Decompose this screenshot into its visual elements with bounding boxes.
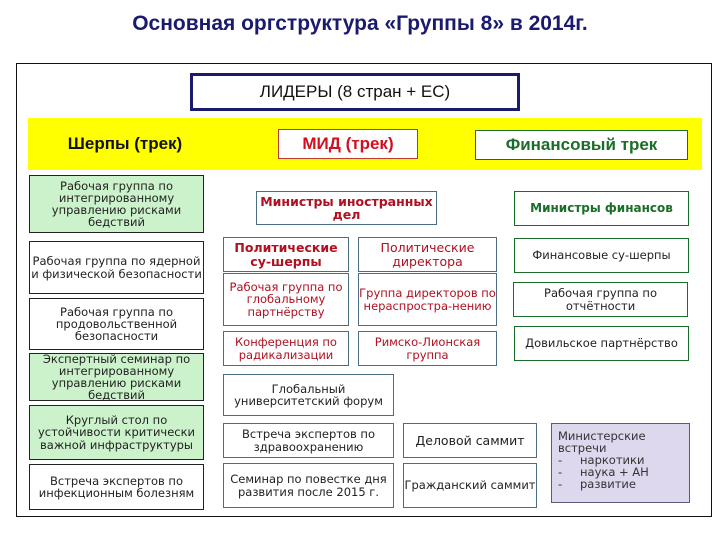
track-finance: Финансовый трек xyxy=(475,130,688,160)
mid-roma-lyon-group: Римско-Лионская группа xyxy=(358,331,497,366)
mid-political-directors: Политические директора xyxy=(358,237,497,272)
post2015-seminar: Семинар по повестке дня развития после 2015 г. xyxy=(223,463,394,508)
ministerial-heading: Министерские встречи xyxy=(558,429,646,456)
page-title: Основная оргструктура «Группы 8» в 2014г. xyxy=(132,12,588,35)
mid-global-partnership-wg: Рабочая группа по глобальному партнёрству xyxy=(223,273,349,326)
sherpa-item: Экспертный семинар по интегрированному управлению рисками бедствий xyxy=(29,353,204,401)
ministerial-item: - наука + АН xyxy=(558,465,649,480)
sherpa-item: Рабочая группа по ядерной и физической безопасности xyxy=(29,241,204,294)
ministerial-item: - развитие xyxy=(558,477,636,492)
ministerial-meetings-box xyxy=(551,423,690,503)
fin-ministers: Министры финансов xyxy=(514,191,689,226)
mid-radicalization-conf: Конференция по радикализации xyxy=(223,331,349,366)
health-experts-meeting: Встреча экспертов по здравоохранению xyxy=(223,423,394,458)
civil-summit: Гражданский саммит xyxy=(403,463,537,508)
mid-ministers: Министры иностранных дел xyxy=(256,191,437,225)
fin-sous-sherpas: Финансовые су-шерпы xyxy=(514,238,689,273)
ministerial-item: - наркотики xyxy=(558,453,645,468)
sherpa-item: Круглый стол по устойчивости критически важной инфраструктуры xyxy=(29,405,204,460)
sherpa-item: Рабочая группа по интегрированному управлению рисками бедствий xyxy=(29,175,204,233)
sherpa-item: Рабочая группа по продовольственной безопасности xyxy=(29,298,204,350)
university-forum: Глобальный университетский форум xyxy=(223,374,394,416)
sherpa-item: Встреча экспертов по инфекционным болезням xyxy=(29,464,204,510)
mid-political-sous-sherpas: Политические су-шерпы xyxy=(223,237,349,272)
mid-nonproliferation-group: Группа директоров по нераспростра-нению xyxy=(358,273,497,326)
leaders-box: ЛИДЕРЫ (8 стран + ЕС) xyxy=(190,73,520,111)
fin-reporting-wg: Рабочая группа по отчётности xyxy=(513,282,688,317)
track-sherpa: Шерпы (трек) xyxy=(67,134,183,154)
business-summit: Деловой саммит xyxy=(403,423,537,458)
fin-deauville: Довильское партнёрство xyxy=(514,326,689,361)
track-mid: МИД (трек) xyxy=(278,129,418,159)
